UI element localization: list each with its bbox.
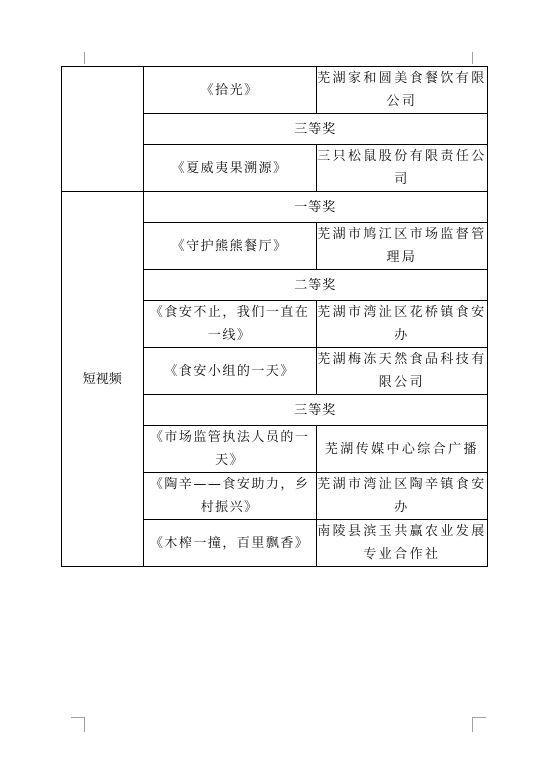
organization-name: 南陵县滨玉共赢农业发展专业合作社 — [316, 520, 487, 567]
work-title: 《守护熊熊餐厅》 — [143, 223, 316, 270]
work-title: 《食安小组的一天》 — [143, 348, 316, 395]
work-title: 《木榨一撞，百里飘香》 — [143, 520, 316, 567]
table-row — [62, 67, 488, 114]
award-tier-heading: 一等奖 — [143, 192, 487, 223]
organization-name: 芜湖梅冻天然食品科技有限公司 — [316, 348, 487, 395]
table-row — [62, 192, 488, 223]
organization-name: 芜湖市鸠江区市场监督管理局 — [316, 223, 487, 270]
work-title: 《夏威夷果溯源》 — [143, 145, 316, 192]
award-tier-heading: 二等奖 — [143, 270, 487, 301]
award-tier-heading: 三等奖 — [143, 114, 487, 145]
category-cell — [62, 67, 144, 192]
award-tier-heading: 三等奖 — [143, 395, 487, 426]
category-cell: 短视频 — [62, 192, 144, 567]
crop-mark-top-right — [472, 52, 486, 64]
awards-table — [61, 66, 488, 567]
crop-mark-bottom-right — [472, 717, 486, 732]
work-title: 《拾光》 — [143, 67, 316, 114]
work-title: 《市场监管执法人员的一天》 — [143, 426, 316, 473]
work-title: 《陶辛——食安助力，乡村振兴》 — [143, 473, 316, 520]
organization-name: 芜湖传媒中心综合广播 — [316, 426, 487, 473]
organization-name: 芜湖市湾沚区花桥镇食安办 — [316, 301, 487, 348]
organization-name: 三只松鼠股份有限责任公司 — [316, 145, 487, 192]
crop-mark-bottom-left — [71, 717, 85, 732]
crop-mark-top-left — [71, 52, 85, 64]
organization-name: 芜湖家和圆美食餐饮有限公司 — [316, 67, 487, 114]
organization-name: 芜湖市湾沚区陶辛镇食安办 — [316, 473, 487, 520]
work-title: 《食安不止，我们一直在一线》 — [143, 301, 316, 348]
